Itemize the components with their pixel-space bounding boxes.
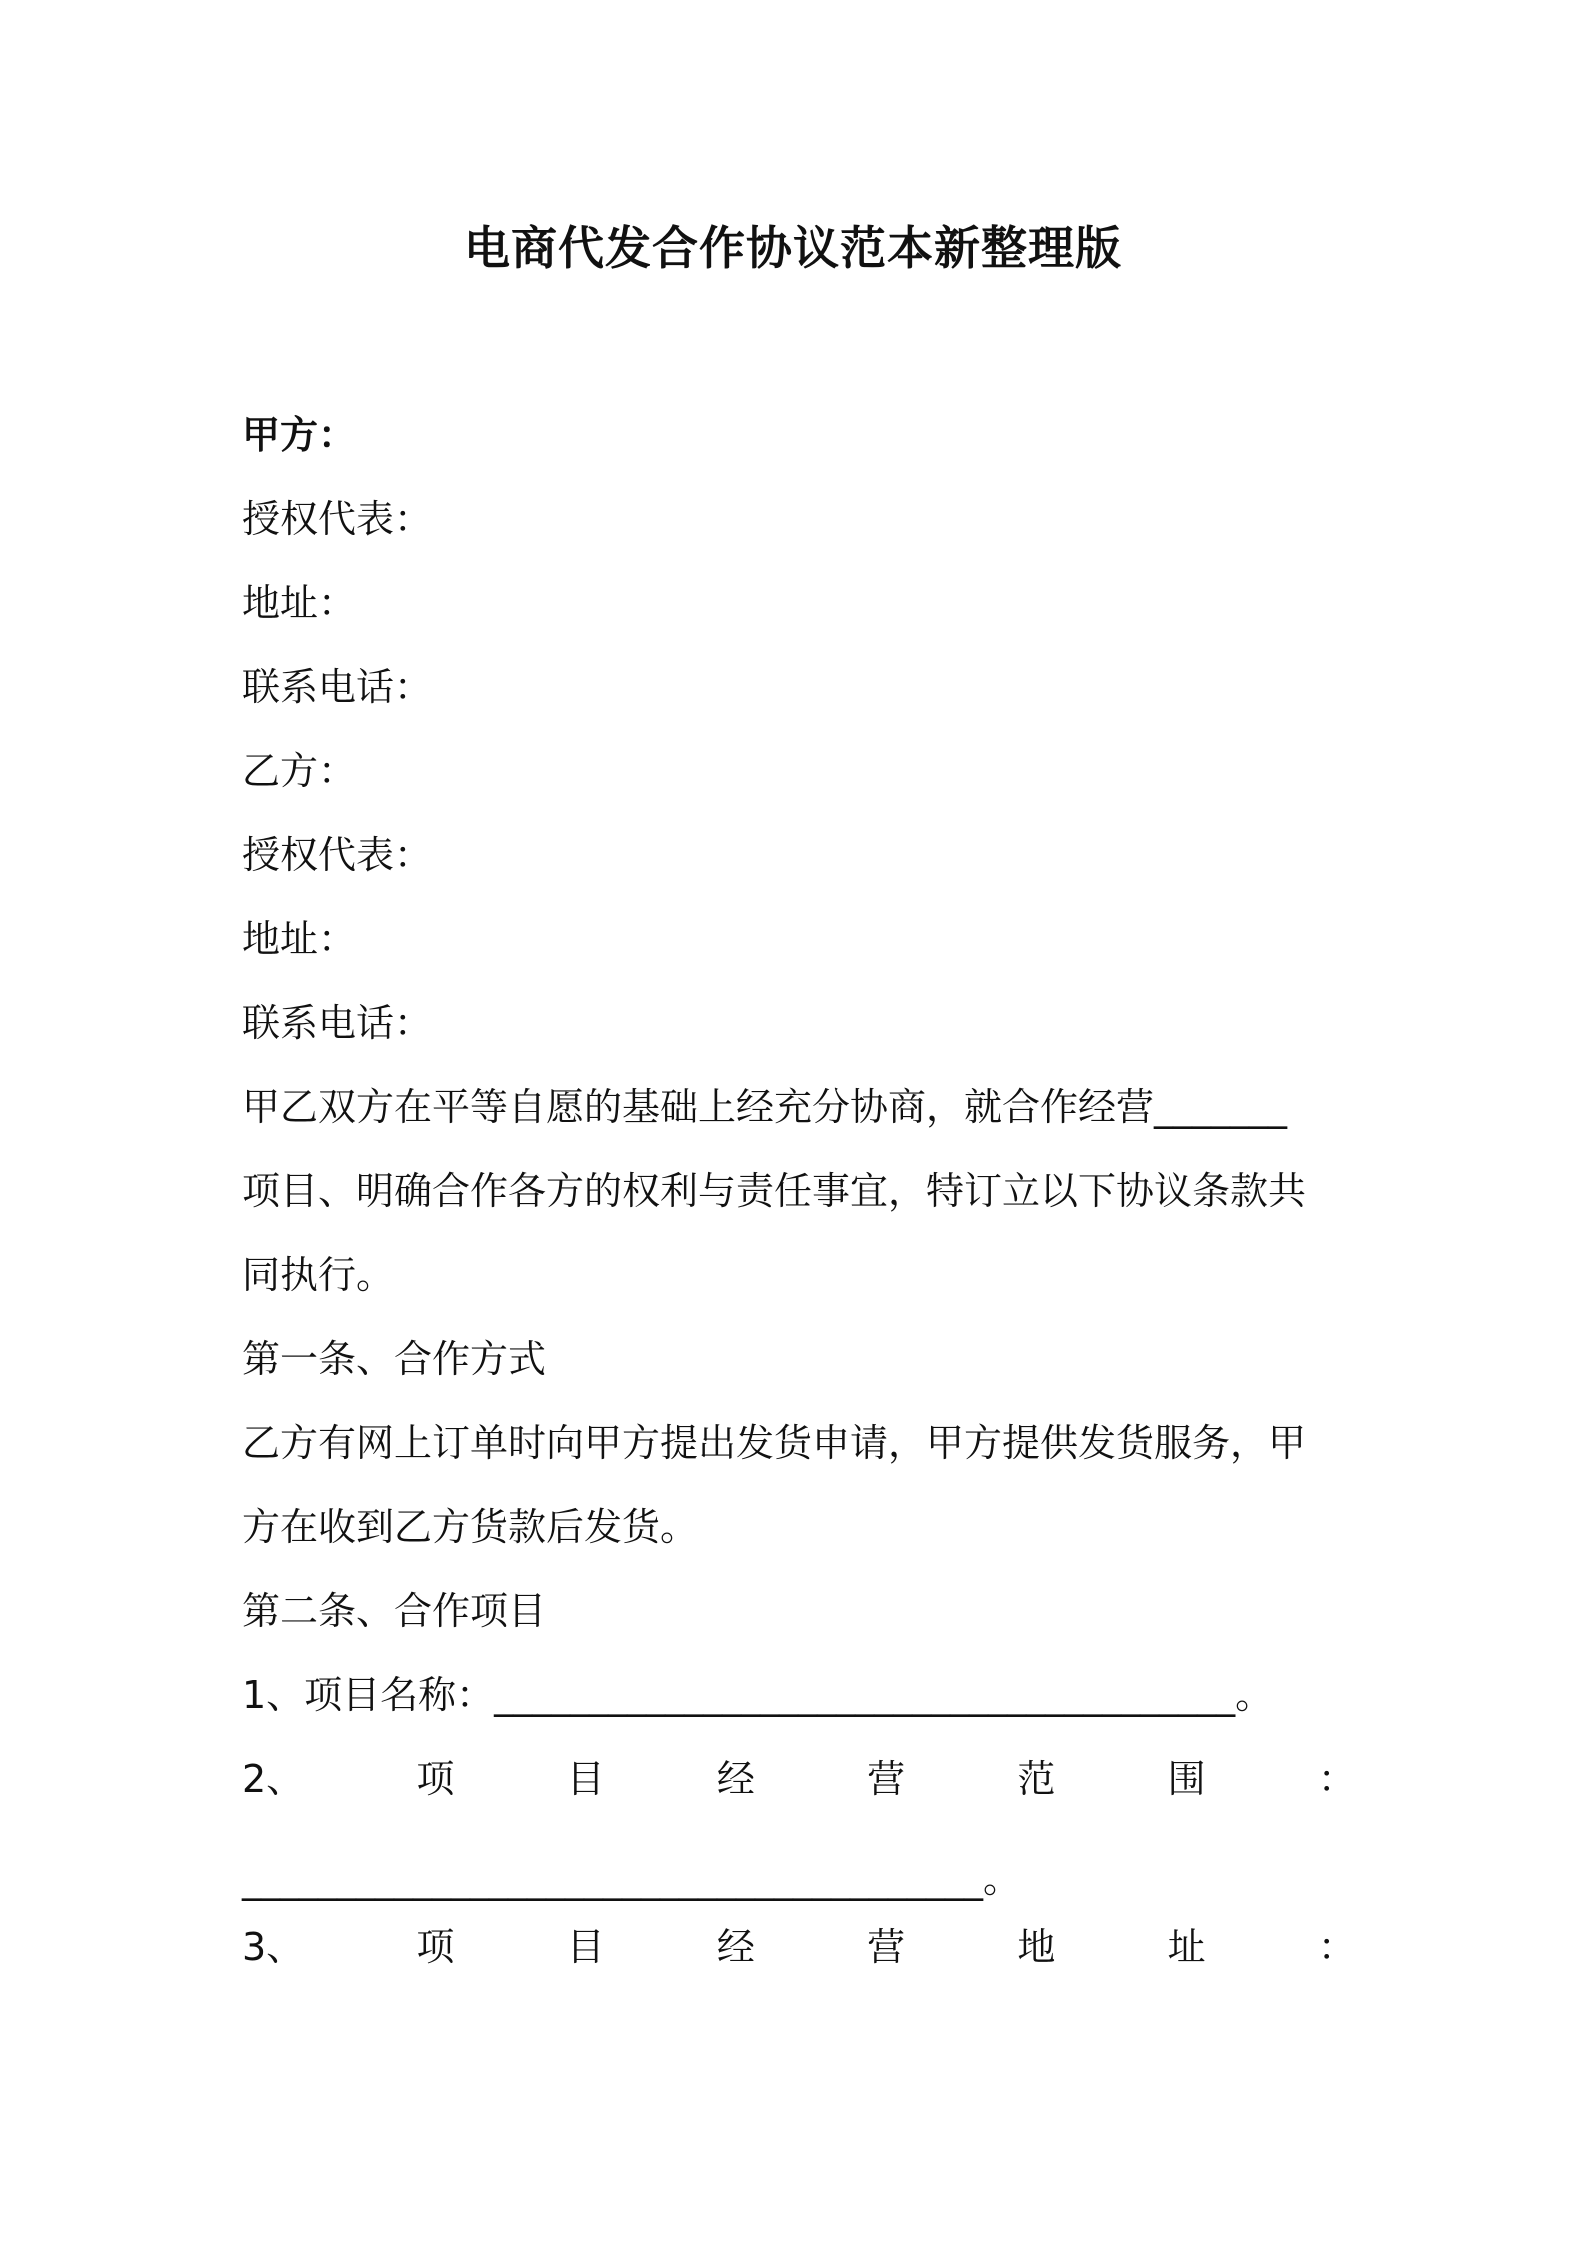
party-b-label: 乙方： (242, 749, 357, 793)
item-2-char: 项 (416, 1757, 455, 1801)
intro-line-1: 甲乙双方在平等自愿的基础上经充分协商，就合作经营_______ (242, 1085, 1288, 1129)
item-3-char: 3、 (242, 1925, 305, 1969)
item-2-char: 目 (566, 1757, 605, 1801)
article-2-item-2-blank: _______________________________________。 (242, 1857, 1022, 1901)
document-title: 电商代发合作协议范本新整理版 (464, 221, 1122, 275)
intro-line-2: 项目、明确合作各方的权利与责任事宜，特订立以下协议条款共 (242, 1169, 1307, 1213)
item-2-char: 营 (867, 1757, 906, 1801)
item-3-char: 项 (416, 1925, 455, 1969)
item-2-char: 2、 (242, 1757, 305, 1801)
item-3-char: 目 (566, 1925, 605, 1969)
item-2-char: ： (1317, 1757, 1356, 1801)
item-3-char: 址 (1167, 1925, 1206, 1969)
party-a-phone-label: 联系电话： (242, 665, 433, 709)
party-a-label: 甲方： (242, 413, 357, 457)
party-b-rep-label: 授权代表： (242, 833, 433, 877)
article-2-heading: 第二条、合作项目 (242, 1589, 547, 1633)
article-1-line-1: 乙方有网上订单时向甲方提出发货申请，甲方提供发货服务，甲 (242, 1421, 1307, 1465)
item-3-char: 经 (716, 1925, 755, 1969)
item-3-char: ： (1317, 1925, 1356, 1969)
article-1-line-2: 方在收到乙方货款后发货。 (242, 1505, 699, 1549)
item-2-char: 经 (716, 1757, 755, 1801)
article-2-item-1: 1、项目名称：_______________________________________。 (242, 1673, 1274, 1717)
party-a-address-label: 地址： (242, 581, 357, 625)
item-3-char: 营 (867, 1925, 906, 1969)
item-3-char: 地 (1017, 1925, 1056, 1969)
intro-line-3: 同执行。 (242, 1253, 395, 1297)
party-a-rep-label: 授权代表： (242, 497, 433, 541)
party-b-address-label: 地址： (242, 917, 357, 961)
item-2-char: 范 (1017, 1757, 1056, 1801)
item-2-char: 围 (1167, 1757, 1206, 1801)
article-2-item-3 (242, 1920, 1356, 1974)
article-2-item-2 (242, 1752, 1356, 1806)
article-1-heading: 第一条、合作方式 (242, 1337, 547, 1381)
party-b-phone-label: 联系电话： (242, 1001, 433, 1045)
